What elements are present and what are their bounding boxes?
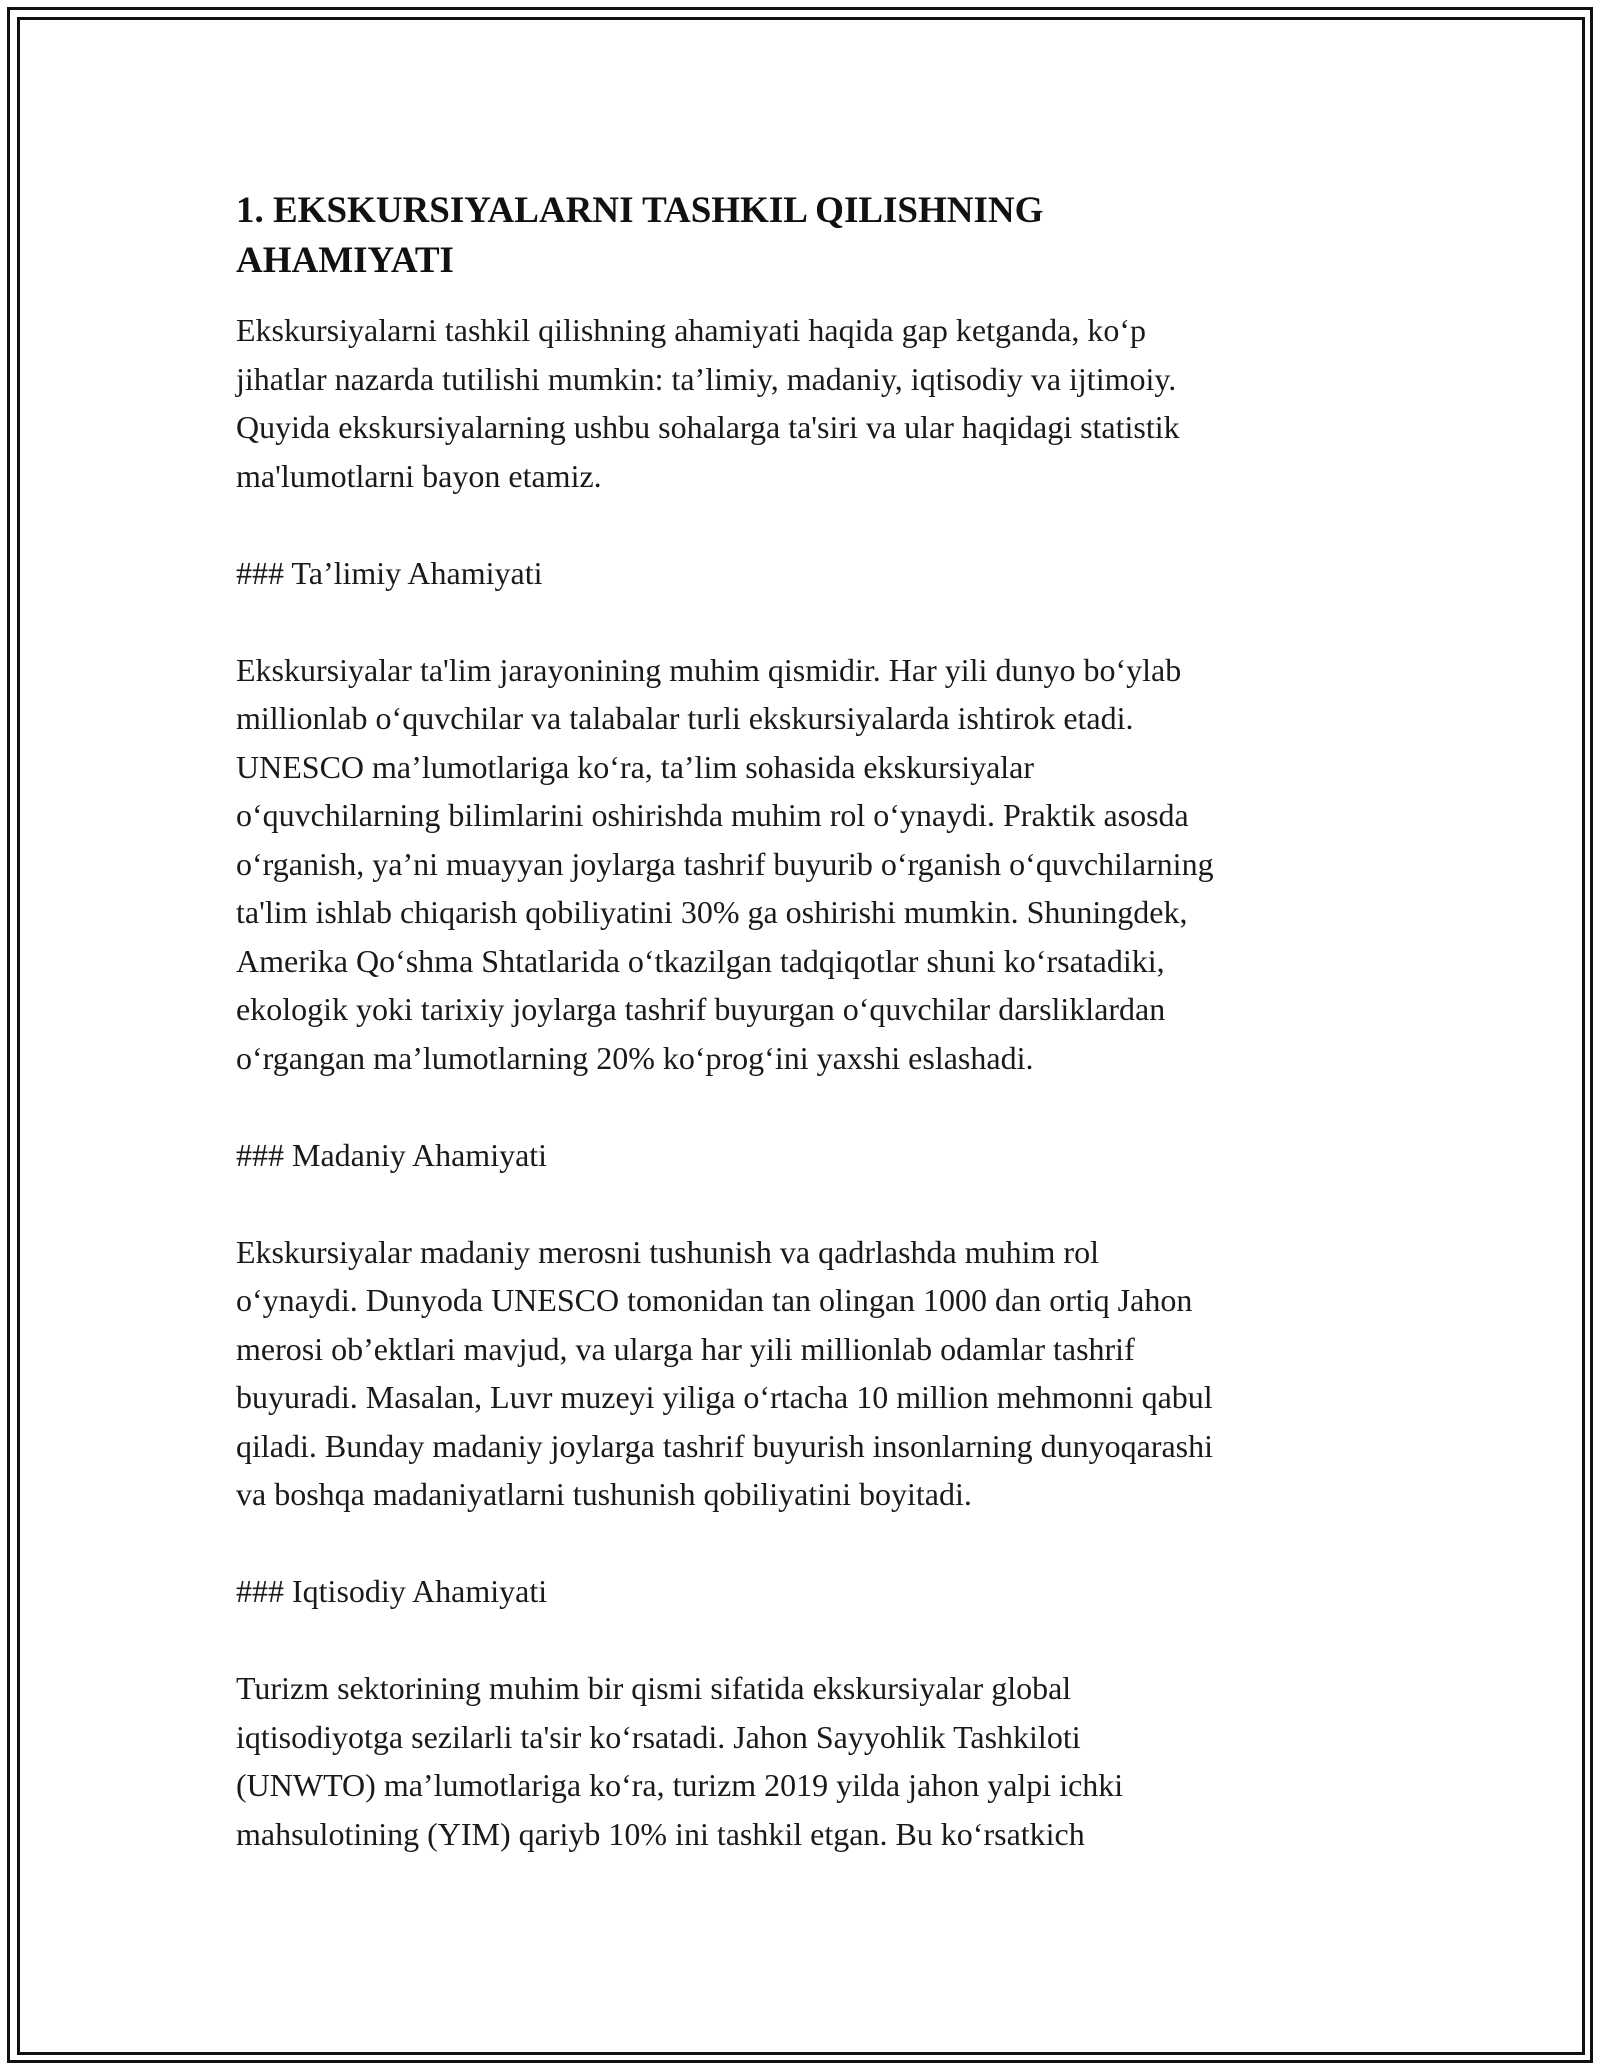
iqtisodiy-paragraph <box>236 1664 1366 1858</box>
heading-line: ### Ta’limiy Ahamiyati <box>236 554 543 591</box>
text-line: ta'lim ishlab chiqarish qobiliyatini 30% ga oshirishi mumkin. Shuningdek, <box>236 894 1188 930</box>
text-line: ma'lumotlarni bayon etamiz. <box>236 457 602 494</box>
text-line: UNESCO ma’lumotlariga ko‘ra, ta’lim sohasida ekskursiyalar <box>236 748 1035 785</box>
text-line: Amerika Qo‘shma Shtatlarida o‘tkazilgan tadqiqotlar shuni ko‘rsatadiki, <box>236 942 1165 979</box>
text-line: iqtisodiyotga sezilarli ta'sir ko‘rsatadi. Jahon Sayyohlik Tashkiloti <box>236 1718 1081 1755</box>
text-line: Ekskursiyalarni tashkil qilishning ahamiyati haqida gap ketganda, ko‘p <box>236 312 1147 348</box>
section-heading-iqtisodiy <box>236 1567 1366 1616</box>
section-heading-talimiy <box>236 549 1366 598</box>
text-line: (UNWTO) ma’lumotlariga ko‘ra, turizm 2019 yilda jahon yalpi ichki <box>236 1767 1124 1803</box>
intro-paragraph <box>236 306 1366 500</box>
text-line: o‘rgangan ma’lumotlarning 20% ko‘prog‘ini yaxshi eslashadi. <box>236 1039 1034 1076</box>
text-line: Ekskursiyalar madaniy merosni tushunish va qadrlashda muhim rol <box>236 1233 1099 1270</box>
title-line: AHAMIYATI <box>236 240 454 281</box>
text-line: Turizm sektorining muhim bir qismi sifatida ekskursiyalar global <box>236 1670 1072 1706</box>
title-line: 1. EKSKURSIYALARNI TASHKIL QILISHNING <box>236 190 1044 231</box>
text-line: buyuradi. Masalan, Luvr muzeyi yiliga o‘rtacha 10 million mehmonni qabul <box>236 1379 1213 1415</box>
section-heading-madaniy <box>236 1131 1366 1180</box>
talimiy-paragraph <box>236 646 1366 1083</box>
madaniy-paragraph <box>236 1228 1366 1519</box>
text-line: o‘quvchilarning bilimlarini oshirishda muhim rol o‘ynaydi. Praktik asosda <box>236 797 1189 833</box>
text-line: ekologik yoki tarixiy joylarga tashrif buyurgan o‘quvchilar darsliklardan <box>236 991 1166 1027</box>
text-line: Quyida ekskursiyalarning ushbu sohalarga ta'siri va ular haqidagi statistik <box>236 409 1180 445</box>
text-line: qiladi. Bunday madaniy joylarga tashrif buyurish insonlarning dunyoqarashi <box>236 1427 1214 1464</box>
text-line: o‘rganish, ya’ni muayyan joylarga tashrif buyurib o‘rganish o‘quvchilarning <box>236 845 1214 882</box>
heading-line: ### Madaniy Ahamiyati <box>236 1136 548 1173</box>
text-line: o‘ynaydi. Dunyoda UNESCO tomonidan tan olingan 1000 dan ortiq Jahon <box>236 1282 1193 1318</box>
text-line: merosi ob’ektlari mavjud, va ularga har yili millionlab odamlar tashrif <box>236 1330 1135 1367</box>
text-line: mahsulotining (YIM) qariyb 10% ini tashkil etgan. Bu ko‘rsatkich <box>236 1815 1085 1852</box>
text-line: va boshqa madaniyatlarni tushunish qobiliyatini boyitadi. <box>236 1476 972 1512</box>
document-title <box>236 186 1366 286</box>
heading-line: ### Iqtisodiy Ahamiyati <box>236 1573 548 1609</box>
text-line: millionlab o‘quvchilar va talabalar turli ekskursiyalarda ishtirok etadi. <box>236 700 1134 736</box>
text-line: jihatlar nazarda tutilishi mumkin: ta’limiy, madaniy, iqtisodiy va ijtimoiy. <box>236 360 1177 397</box>
document-page <box>236 186 1366 1907</box>
text-line: Ekskursiyalar ta'lim jarayonining muhim qismidir. Har yili dunyo bo‘ylab <box>236 651 1182 688</box>
